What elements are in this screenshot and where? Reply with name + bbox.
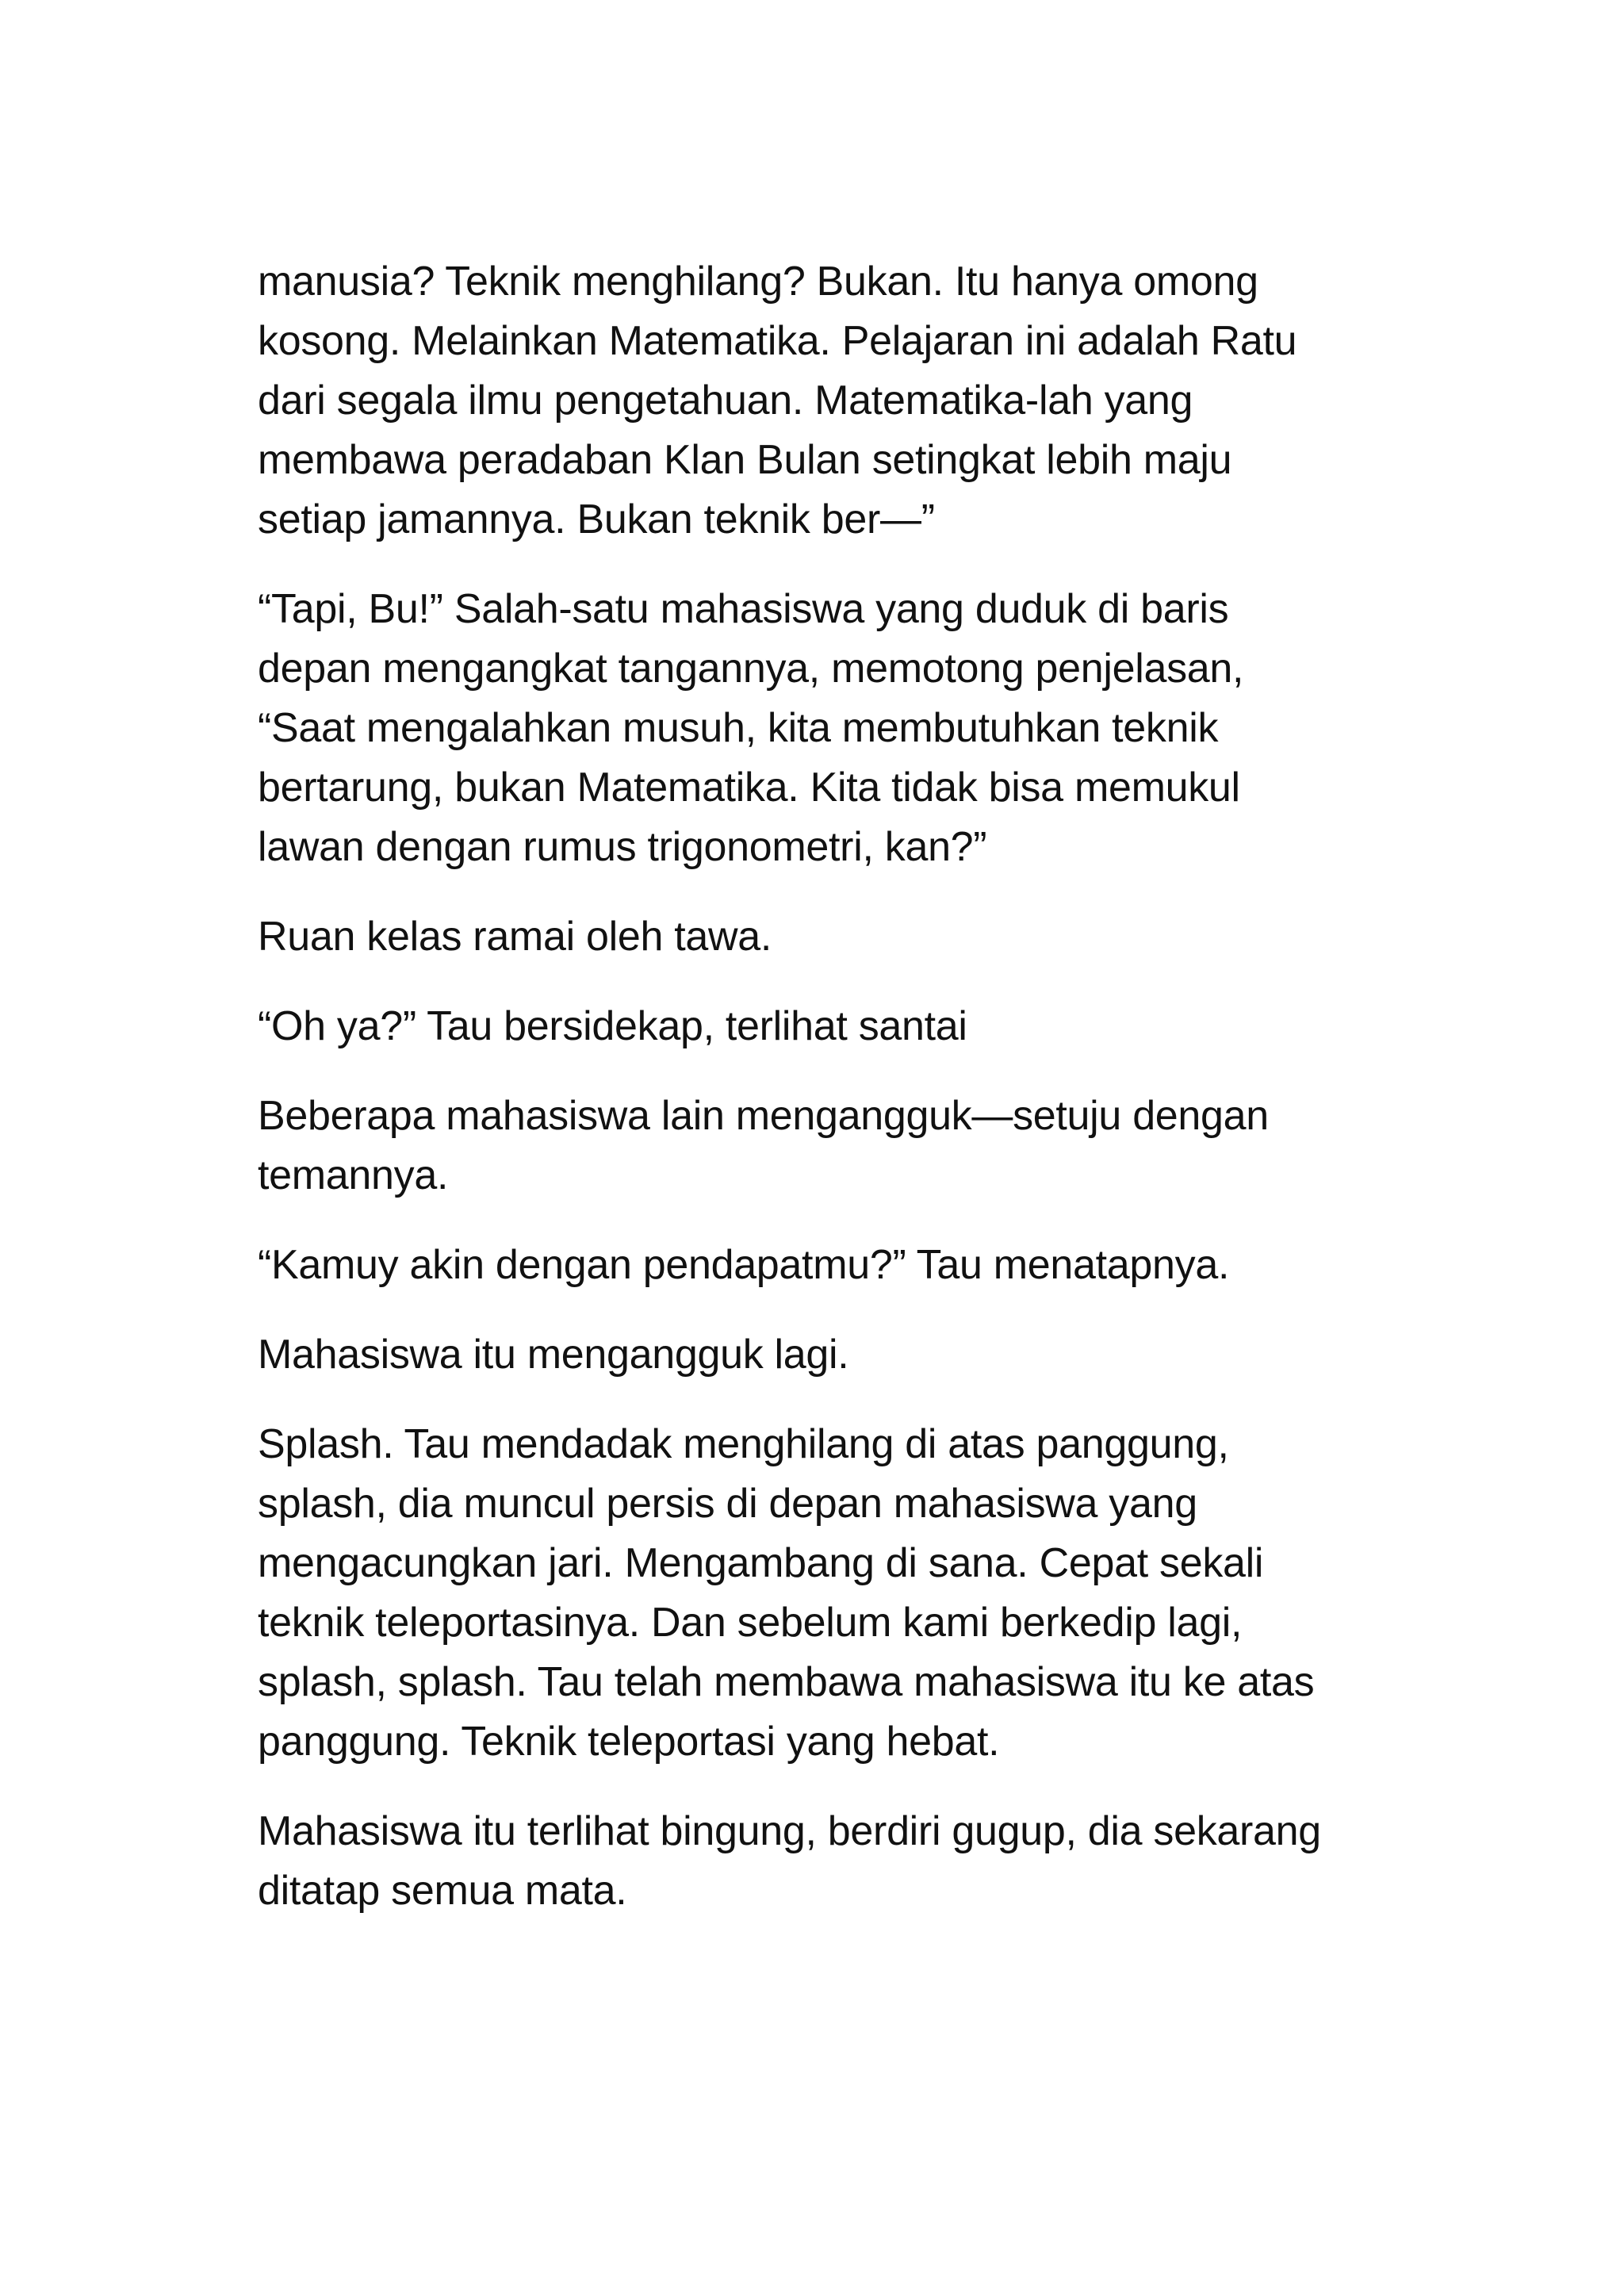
document-body [258,252,1384,1951]
paragraph: Beberapa mahasiswa lain mengangguk—setuju dengan temannya. [258,1093,1269,1198]
paragraph: “Oh ya?” Tau bersidekap, terlihat santai [258,1003,967,1049]
paragraph: “Kamuy akin dengan pendapatmu?” Tau menatapnya. [258,1242,1230,1288]
paragraph: Mahasiswa itu terlihat bingung, berdiri gugup, dia sekarang ditatap semua mata. [258,1808,1321,1914]
paragraph: Ruan kelas ramai oleh tawa. [258,914,772,960]
paragraph: manusia? Teknik menghilang? Bukan. Itu hanya omong kosong. Melainkan Matematika. Pelajaran ini adalah Ratu dari segala ilmu pengetahuan. Matematika-lah yang membawa peradaban Klan Bulan setingkat lebih maju setiap jamannya. Bukan teknik ber—” [258,259,1297,542]
paragraph: “Tapi, Bu!” Salah-satu mahasiswa yang duduk di baris depan mengangkat tangannya, memotong penjelasan, “Saat mengalahkan musuh, kita membutuhkan teknik bertarung, bukan Matematika. Kita tidak bisa memukul lawan dengan rumus trigonometri, kan?” [258,586,1244,870]
paragraph: Mahasiswa itu mengangguk lagi. [258,1332,849,1378]
paragraph: Splash. Tau mendadak menghilang di atas panggung, splash, dia muncul persis di depan mahasiswa yang mengacungkan jari. Mengambang di sana. Cepat sekali teknik teleportasinya. Dan sebelum kami berkedip lagi, splash, splash. Tau telah membawa mahasiswa itu ke atas panggung. Teknik teleportasi yang hebat. [258,1421,1315,1765]
